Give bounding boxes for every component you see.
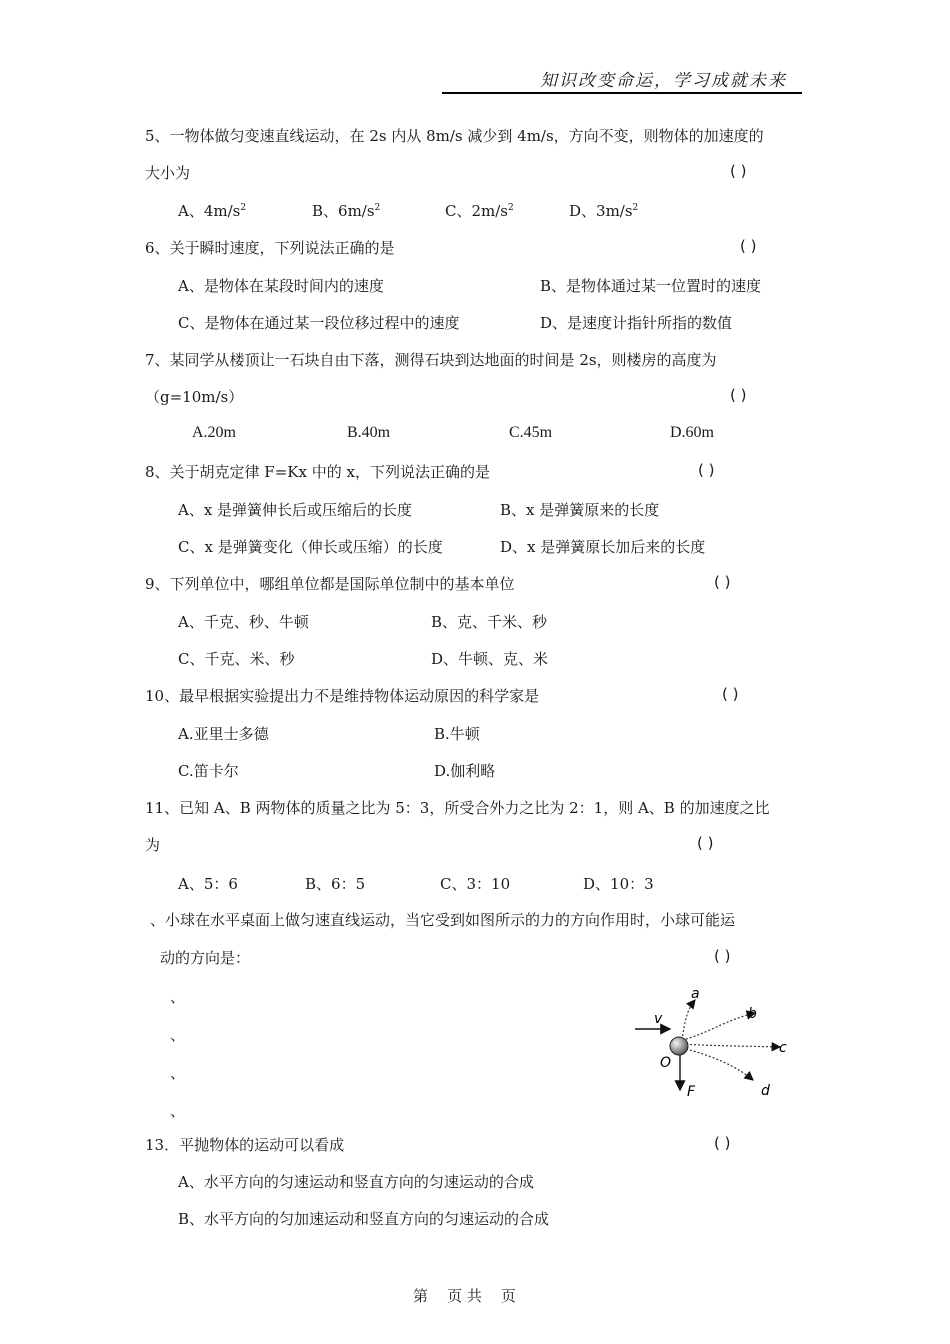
q9-option-d: D、牛顿、克、米 xyxy=(431,650,549,668)
q10-option-d: D.伽利略 xyxy=(434,762,496,780)
q9-option-a: A、千克、秒、牛顿 xyxy=(178,613,309,631)
q9-answer-paren: ( ) xyxy=(714,573,731,591)
q7-stem-line2: （g=10m/s） xyxy=(145,388,244,406)
q13-option-b: B、水平方向的匀加速运动和竖直方向的匀速运动的合成 xyxy=(178,1210,550,1228)
path-a xyxy=(682,1000,695,1040)
q7-option-a: A.20m xyxy=(192,424,236,441)
q11-stem-line1: 11、已知 A、B 两物体的质量之比为 5：3，所受合外力之比为 2：1，则 A、B 的加速度之比 xyxy=(145,799,770,817)
q5-stem-line1: 5、一物体做匀变速直线运动，在 2s 内从 8m/s 减少到 4m/s，方向不变，则物体的加速度的 xyxy=(145,127,764,145)
label-f: F xyxy=(687,1084,696,1100)
q12-option-d: 、 xyxy=(170,1102,186,1120)
q11-option-b: B、6：5 xyxy=(305,875,366,893)
q8-option-d: D、x 是弹簧原长加后来的长度 xyxy=(500,538,706,556)
label-c: c xyxy=(779,1040,787,1056)
q7-option-c: C.45m xyxy=(509,424,553,441)
q5-stem-line2: 大小为 xyxy=(145,164,191,182)
q7-stem-line1: 7、某同学从楼顶让一石块自由下落，测得石块到达地面的时间是 2s，则楼房的高度为 xyxy=(145,351,717,369)
label-b: b xyxy=(748,1006,757,1022)
path-c xyxy=(682,1044,780,1047)
q11-option-d: D、10：3 xyxy=(583,875,654,893)
q12-answer-paren: ( ) xyxy=(714,947,731,965)
q6-option-a: A、是物体在某段时间内的速度 xyxy=(178,277,384,295)
q7-option-d: D.60m xyxy=(670,424,714,441)
q9-option-b: B、克、千米、秒 xyxy=(431,613,548,631)
q13-stem: 13．平抛物体的运动可以看成 xyxy=(145,1136,345,1154)
q5-option-d: D、$3m/s^2$ xyxy=(569,202,639,220)
q9-stem: 9、下列单位中，哪组单位都是国际单位制中的基本单位 xyxy=(145,575,515,593)
q8-option-b: B、x 是弹簧原来的长度 xyxy=(500,501,660,519)
q6-option-b: B、是物体通过某一位置时的速度 xyxy=(540,277,762,295)
q8-option-c: C、x 是弹簧变化（伸长或压缩）的长度 xyxy=(178,538,443,556)
q6-stem: 6、关于瞬时速度，下列说法正确的是 xyxy=(145,239,395,257)
q11-option-c: C、3：10 xyxy=(440,875,511,893)
label-a: a xyxy=(691,986,700,1002)
q12-stem-line1: 、小球在水平桌面上做匀速直线运动，当它受到如图所示的力的方向作用时，小球可能运 xyxy=(150,911,736,929)
q11-option-a: A、5：6 xyxy=(178,875,238,893)
header-rule xyxy=(442,92,802,94)
q5-option-c: C、$2m/s^2$ xyxy=(445,202,514,220)
label-d: d xyxy=(761,1083,770,1099)
q5-option-b: B、$6m/s^2$ xyxy=(312,202,381,220)
q12-option-c: 、 xyxy=(170,1064,186,1082)
label-o: O xyxy=(660,1055,672,1071)
header-motto: 知识改变命运，学习成就未来 xyxy=(540,71,787,91)
q8-answer-paren: ( ) xyxy=(698,461,715,479)
q7-answer-paren: ( ) xyxy=(730,386,747,404)
q10-answer-paren: ( ) xyxy=(722,685,739,703)
q12-option-b: 、 xyxy=(170,1026,186,1044)
q6-option-d: D、是速度计指针所指的数值 xyxy=(540,314,733,332)
q13-option-a: A、水平方向的匀速运动和竖直方向的匀速运动的合成 xyxy=(178,1173,534,1191)
q8-stem: 8、关于胡克定律 F=Kx 中的 x，下列说法正确的是 xyxy=(145,463,490,481)
path-b xyxy=(682,1013,755,1040)
q7-option-b: B.40m xyxy=(347,424,391,441)
q10-option-a: A.亚里士多德 xyxy=(178,725,269,743)
q13-answer-paren: ( ) xyxy=(714,1134,731,1152)
q10-stem: 10、最早根据实验提出力不是维持物体运动原因的科学家是 xyxy=(145,687,540,705)
q5-answer-paren: ( ) xyxy=(730,162,747,180)
q12-option-a: 、 xyxy=(170,988,186,1006)
q11-answer-paren: ( ) xyxy=(697,834,714,852)
ball xyxy=(670,1037,688,1055)
q11-stem-line2: 为 xyxy=(145,836,161,854)
q8-option-a: A、x 是弹簧伸长后或压缩后的长度 xyxy=(178,501,413,519)
q10-option-c: C.笛卡尔 xyxy=(178,762,239,780)
q6-option-c: C、是物体在通过某一段位移过程中的速度 xyxy=(178,314,460,332)
page-footer: 第 页 共 页 xyxy=(413,1287,516,1305)
q9-option-c: C、千克、米、秒 xyxy=(178,650,295,668)
q5-option-a: A、$4m/s^2$ xyxy=(178,202,247,220)
q6-answer-paren: ( ) xyxy=(740,237,757,255)
q12-force-diagram xyxy=(625,980,800,1105)
label-v: v xyxy=(654,1011,663,1027)
q10-option-b: B.牛顿 xyxy=(434,725,480,743)
q12-stem-line2: 动的方向是： xyxy=(160,949,251,967)
path-d xyxy=(682,1048,753,1080)
